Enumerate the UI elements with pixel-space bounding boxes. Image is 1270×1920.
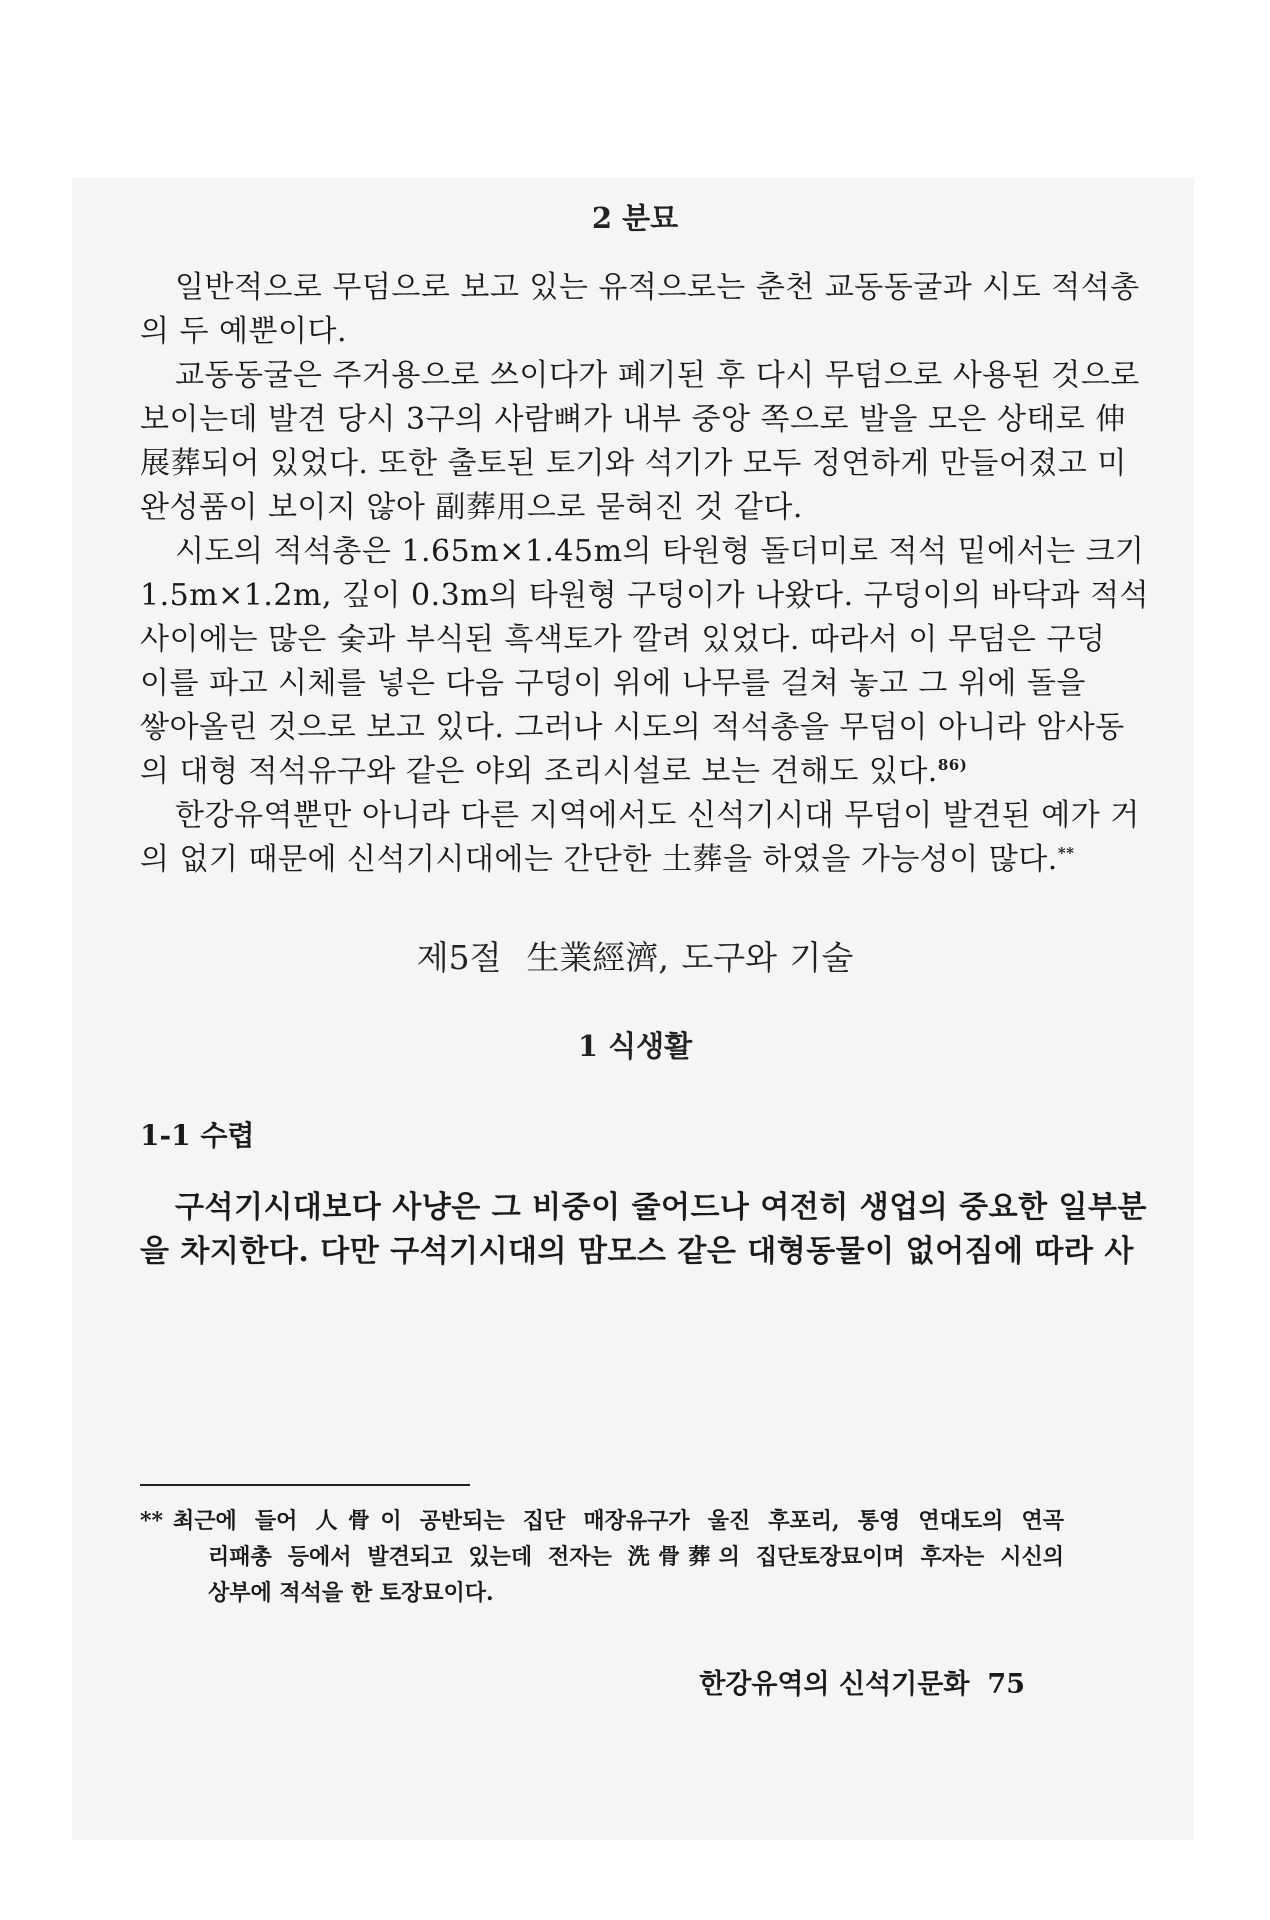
footnote-divider [140, 1484, 470, 1486]
text-line: 시도의 적석총은 1.65m×1.45m의 타원형 돌더미로 적석 밑에서는 크기 [175, 534, 1145, 569]
footnote-line: 상부에 적석을 한 토장묘이다. [208, 1580, 494, 1606]
section-heading: 2 분묘 [591, 201, 679, 235]
text-line: 한강유역뿐만 아니라 다른 지역에서도 신석기시대 무덤이 발견된 예가 거 [175, 798, 1140, 833]
text-line: 보이는데 발견 당시 3구의 사람뼈가 내부 중앙 쪽으로 발을 모은 상태로 伸 [140, 402, 1126, 437]
text-line: 교동동굴은 주거용으로 쓰이다가 폐기된 후 다시 무덤으로 사용된 것으로 [175, 358, 1140, 393]
text-line-content: 의 없기 때문에 신석기시대에는 간단한 土葬을 하였을 가능성이 많다. [140, 842, 1058, 877]
chapter-heading: 제5절 生業經濟, 도구와 기술 [416, 938, 854, 977]
page-number: 75 [987, 1669, 1025, 1700]
text-line: 구석기시대보다 사냥은 그 비중이 줄어드나 여전히 생업의 중요한 일부분 [175, 1190, 1147, 1225]
footnote-text: 최근에 들어 人骨이 공반되는 집단 매장유구가 울진 후포리, 통영 연대도의 연곡 [173, 1508, 1064, 1534]
text-line: 1.5m×1.2m, 깊이 0.3m의 타원형 구덩이가 나왔다. 구덩이의 바닥과 적석 [140, 578, 1150, 613]
text-line [140, 750, 1060, 794]
footnote-reference: 86) [937, 756, 968, 774]
running-footer [699, 1662, 1025, 1701]
text-line: 사이에는 많은 숯과 부식된 흑색토가 깔려 있었다. 따라서 이 무덤은 구덩 [140, 622, 1106, 657]
subsection-heading: 1 식생활 [577, 1029, 693, 1063]
footnote-line: 리패총 등에서 발견되고 있는데 전자는 洗骨葬의 집단토장묘이며 후자는 시신의 [208, 1544, 1064, 1570]
text-line: 완성품이 보이지 않아 副葬用으로 묻혀진 것 같다. [140, 490, 803, 525]
text-line: 이를 파고 시체를 넣은 다음 구덩이 위에 나무를 걸쳐 놓고 그 위에 돌을 [140, 666, 1086, 701]
text-line: 쌓아올린 것으로 보고 있다. 그러나 시도의 적석총을 무덤이 아니라 암사동 [140, 710, 1125, 745]
text-line: 展葬되어 있었다. 또한 출토된 토기와 석기가 모두 정연하게 만들어졌고 미 [140, 446, 1127, 481]
footnote-line [140, 1504, 1064, 1538]
text-line: 일반적으로 무덤으로 보고 있는 유적으로는 춘천 교동동굴과 시도 적석총 [175, 270, 1140, 305]
text-line [140, 838, 1075, 882]
subsubsection-heading: 1-1 수렵 [140, 1119, 255, 1152]
footnote-marker: ** [140, 1508, 164, 1534]
footer-title: 한강유역의 신석기문화 [699, 1669, 970, 1700]
text-line: 의 두 예뿐이다. [140, 314, 347, 349]
text-line: 을 차지한다. 다만 구석기시대의 맘모스 같은 대형동물이 없어짐에 따라 사 [140, 1234, 1134, 1269]
footnote-reference: ** [1057, 844, 1075, 862]
text-line-content: 의 대형 적석유구와 같은 야외 조리시설로 보는 견해도 있다. [140, 754, 938, 789]
